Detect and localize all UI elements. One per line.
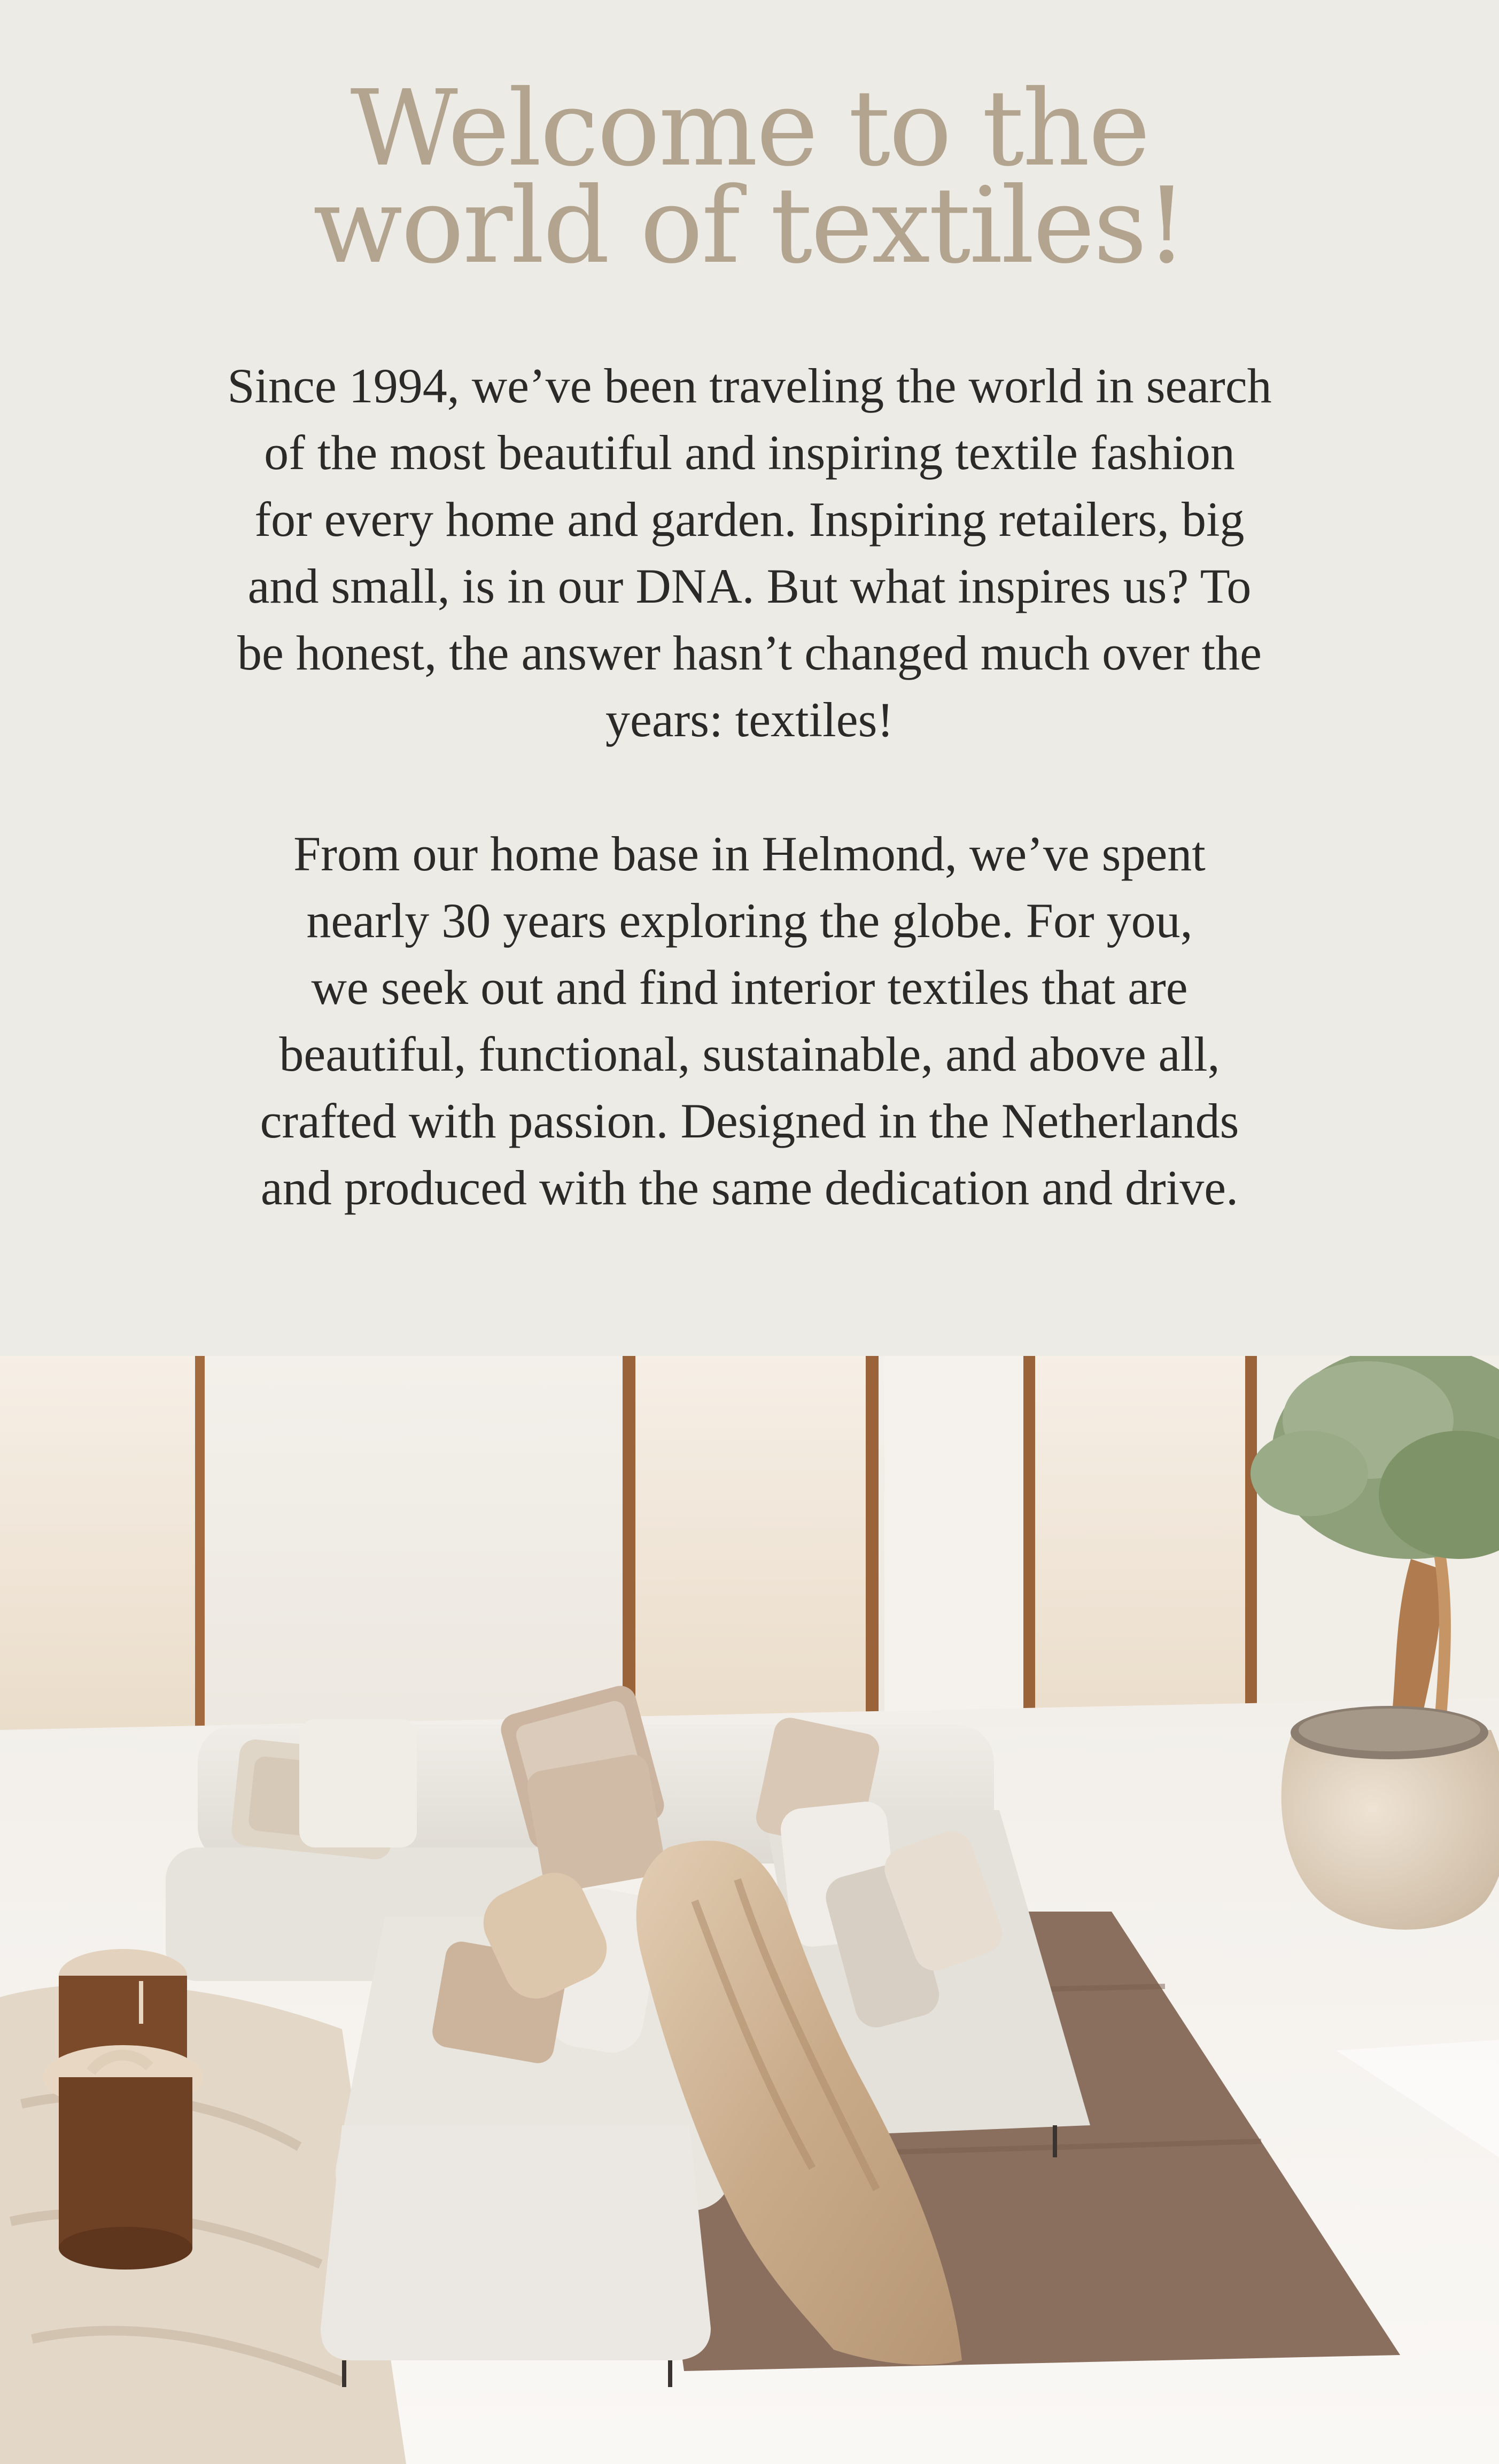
window-right [1026, 1356, 1251, 1746]
paragraph-line: crafted with passion. Designed in the Netherlands [260, 1094, 1239, 1148]
headline-line: Welcome to the [350, 68, 1149, 190]
wall-pillar [884, 1356, 1026, 1762]
headline-line: world of textiles! [313, 165, 1186, 287]
paragraph-line: for every home and garden. Inspiring retailers, big [254, 492, 1245, 547]
side-table [59, 2077, 192, 2248]
paragraph-line: we seek out and find interior textiles that are [311, 960, 1188, 1015]
page-title [107, 68, 1392, 287]
paragraph-line: and small, is in our DNA. But what inspires us? To [247, 559, 1252, 613]
living-room-illustration [0, 1356, 1499, 2464]
paragraph-line: and produced with the same dedication and drive. [260, 1160, 1239, 1215]
intro-paragraph-1 [160, 353, 1339, 753]
cushion [299, 1719, 417, 1847]
paragraph-line: From our home base in Helmond, we’ve spent [293, 826, 1206, 881]
intro-paragraph-2 [160, 821, 1339, 1221]
sofa-ottoman [321, 2125, 711, 2360]
window-left [0, 1356, 203, 1741]
paragraph-line: years: textiles! [605, 692, 894, 747]
window-center [625, 1356, 876, 1730]
paragraph-line: be honest, the answer hasn’t changed much over the [237, 626, 1262, 680]
paragraph-line: beautiful, functional, sustainable, and above all, [279, 1027, 1220, 1081]
paragraph-line: of the most beautiful and inspiring textile fashion [264, 425, 1235, 480]
living-room-photo [0, 1356, 1499, 2464]
paragraph-line: nearly 30 years exploring the globe. For you, [306, 893, 1193, 948]
paragraph-line: Since 1994, we’ve been traveling the world in search [227, 358, 1272, 413]
